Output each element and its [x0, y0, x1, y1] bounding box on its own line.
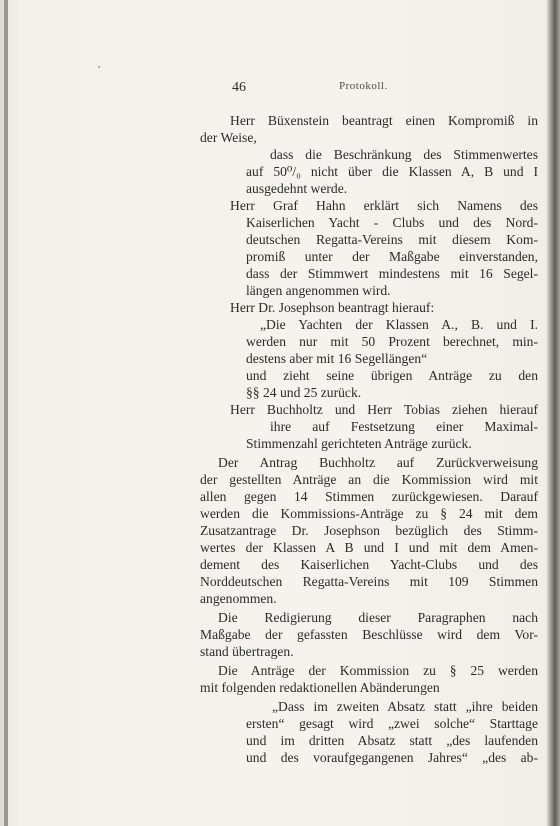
running-title: Protokoll.	[339, 80, 388, 92]
text-line: Herr Dr. Josephson beantragt hierauf:	[230, 300, 435, 315]
text-line: deutschen Regatta-Vereins mit diesem Kom-	[246, 232, 538, 247]
text-line: Herr Buchholtz und Herr Tobias ziehen hierauf	[230, 402, 538, 417]
text-line: promiß unter der Maßgabe einverstanden,	[246, 249, 538, 264]
text-line: werden nur mit 50 Prozent berechnet, min-	[246, 334, 538, 349]
page-edge-shadow	[546, 0, 560, 826]
text-line: Herr Büxenstein beantragt einen Kompromiß in	[230, 113, 538, 128]
text-line: Zusatzantrage Dr. Josephson bezüglich des Stimm-	[200, 523, 538, 538]
text-line: dement des Kaiserlichen Yacht-Clubs und des	[200, 557, 538, 572]
text-line: werden die Kommissions-Anträge zu § 24 mit dem	[200, 506, 538, 521]
text-line: Der Antrag Buchholtz auf Zurückverweisung	[218, 455, 538, 470]
text-line: längen angenommen wird.	[246, 283, 391, 298]
text-line: Stimmenzahl gerichteten Anträge zurück.	[246, 436, 472, 451]
text-line: „Die Yachten der Klassen A., B. und I.	[260, 317, 538, 332]
text-line: ersten“ gesagt wird „zwei solche“ Starttage	[246, 716, 538, 731]
page-spine-shadow	[4, 0, 8, 826]
text-line: und im dritten Absatz statt „des laufenden	[246, 733, 538, 748]
text-line: Maßgabe der gefassten Beschlüsse wird dem Vor-	[200, 627, 538, 642]
text-line: angenommen.	[200, 591, 277, 606]
text-line: auf 50⁰/₀ nicht über die Klassen A, B und I	[246, 164, 538, 179]
text-line: destens aber mit 16 Segellängen“	[246, 351, 428, 366]
text-line: ausgedehnt werde.	[246, 181, 348, 196]
text-line: §§ 24 und 25 zurück.	[246, 385, 362, 400]
text-line: dass die Beschränkung des Stimmenwertes	[270, 147, 538, 162]
text-line: Die Anträge der Kommission zu § 25 werden	[218, 663, 538, 678]
text-line: Kaiserlichen Yacht - Clubs und des Nord-	[246, 215, 538, 230]
text-line: mit folgenden redaktionellen Abänderungen	[200, 680, 440, 695]
text-line: Norddeutschen Regatta-Vereins mit 109 Stimmen	[200, 574, 538, 589]
text-line: stand übertragen.	[200, 644, 294, 659]
paper-speck	[98, 66, 100, 68]
text-line: Die Redigierung dieser Paragraphen nach	[218, 610, 538, 625]
page-number: 46	[232, 80, 246, 95]
text-line: allen gegen 14 Stimmen zurückgewiesen. Darauf	[200, 489, 538, 504]
text-line: dass der Stimmwert mindestens mit 16 Segel-	[246, 266, 538, 281]
text-line: der gestellten Anträge an die Kommission wird mit	[200, 472, 538, 487]
text-line: wertes der Klassen A B und I und mit dem Amen-	[200, 540, 538, 555]
text-line: und des voraufgegangenen Jahres“ „des ab-	[246, 750, 538, 765]
text-line: und zieht seine übrigen Anträge zu den	[246, 368, 538, 383]
text-line: der Weise,	[200, 130, 257, 145]
text-line: „Dass im zweiten Absatz statt „ihre beiden	[272, 699, 538, 714]
text-line: ihre auf Festsetzung einer Maximal-	[270, 419, 538, 434]
text-line: Herr Graf Hahn erklärt sich Namens des	[230, 198, 538, 213]
